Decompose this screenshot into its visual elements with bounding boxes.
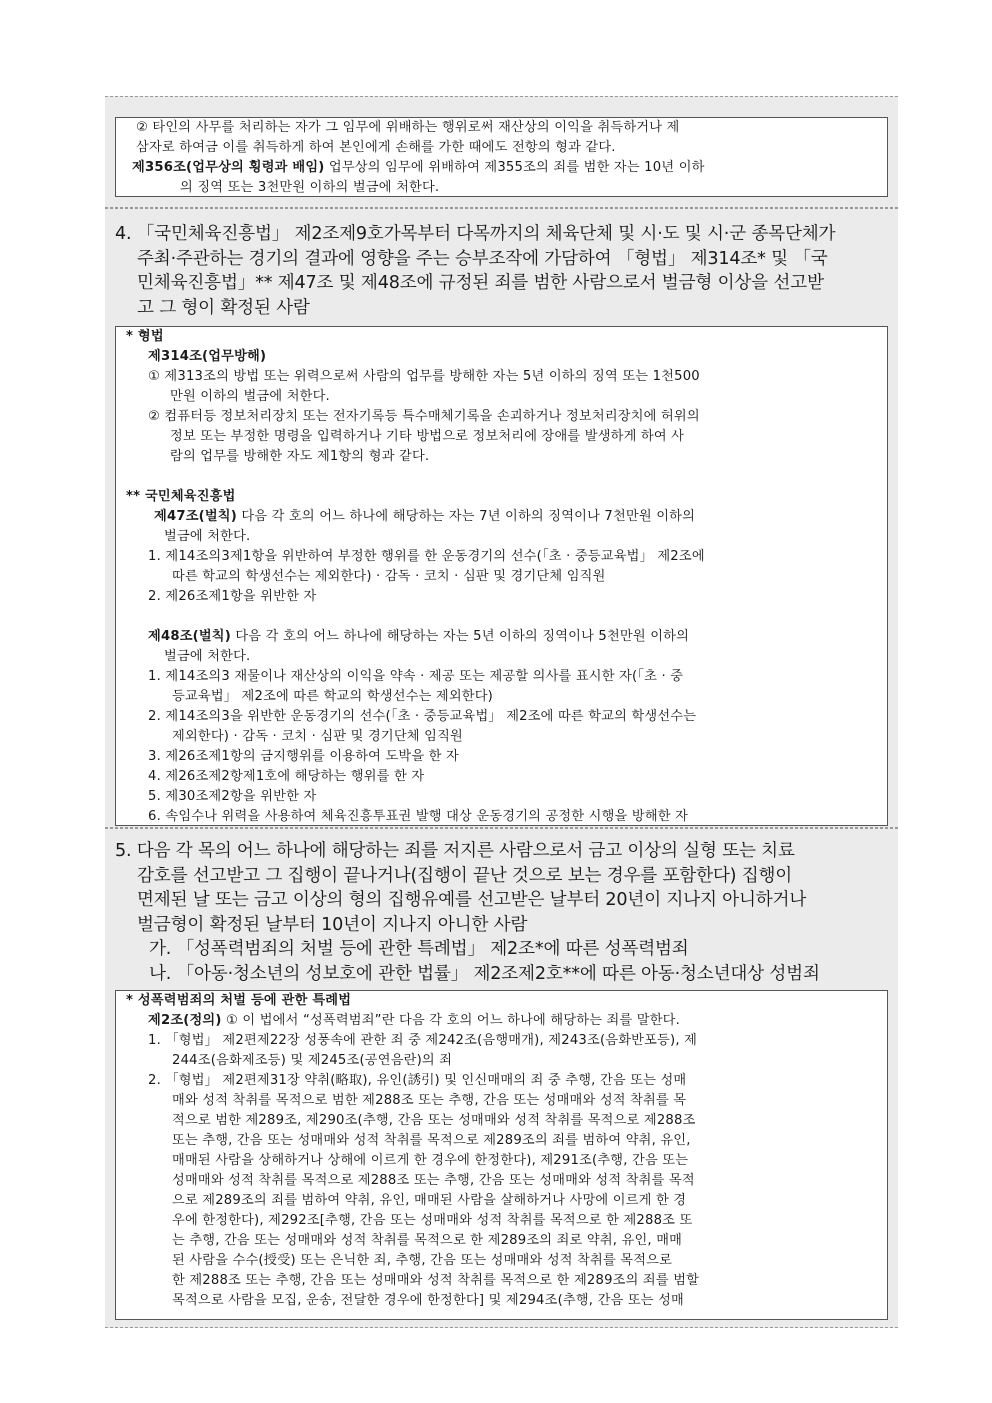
article-2-text: ① 이 법에서 “성폭력범죄”란 다음 각 호의 어느 하나에 해당하는 죄를 말한다. — [221, 1013, 681, 1028]
excerpt-line: 벌금에 처한다. — [164, 529, 251, 544]
item-line: 5. 다음 각 목의 어느 하나에 해당하는 죄를 저지른 사람으로서 금고 이상의 실형 또는 치료 — [115, 841, 795, 861]
excerpt-line: 목적으로 사람을 모집, 운송, 전달한 경우에 한정한다] 및 제294조(추행, 간음 또는 성매 — [172, 1293, 684, 1308]
excerpt-line: 또는 추행, 간음 또는 성매매와 성적 착취를 목적으로 제289조의 죄를 범하여 약취, 유인, — [172, 1133, 691, 1148]
excerpt-line: 적으로 범한 제289조, 제290조(추행, 간음 또는 성매매와 성적 착취를 목적으로 제288조 — [172, 1113, 696, 1128]
article-48-text: 다음 각 호의 어느 하나에 해당하는 자는 5년 이하의 징역이나 5천만원 이하의 — [230, 629, 690, 644]
heading-criminal-act: * 형법 — [126, 329, 164, 344]
excerpt-line: 정보 또는 부정한 명령을 입력하거나 기타 방법으로 정보처리에 장애를 발생하게 하여 사 — [170, 429, 685, 444]
section-item-5 — [105, 828, 898, 1328]
document-page — [105, 96, 898, 1328]
article-48-title: 제48조(벌칙) — [148, 629, 231, 644]
excerpt-line: 2. 제26조제1항을 위반한 자 — [148, 589, 317, 604]
excerpt-line: 된 사람을 수수(授受) 또는 은닉한 죄, 추행, 간음 또는 성매매와 성적 착취를 목적으로 — [172, 1253, 673, 1268]
article-314-title: 제314조(업무방해) — [148, 349, 267, 364]
excerpt-line: ① 제313조의 방법 또는 위력으로써 사람의 업무를 방해한 자는 5년 이하의 징역 또는 1천500 — [148, 369, 700, 384]
law-excerpt-box-item-5 — [115, 990, 888, 1320]
item-line: 4. 「국민체육진흥법」 제2조제9호가목부터 다목까지의 체육단체 및 시·도 및 시·군 종목단체가 — [115, 224, 836, 244]
law-excerpt-box-top — [115, 117, 888, 197]
excerpt-line: 6. 속임수나 위력을 사용하여 체육진흥투표권 발행 대상 운동경기의 공정한 시행을 방해한 자 — [148, 809, 689, 824]
article-48 — [126, 627, 877, 647]
excerpt-line: 4. 제26조제2항제1호에 해당하는 행위를 한 자 — [148, 769, 425, 784]
article-47-title: 제47조(벌칙) — [154, 509, 237, 524]
spacer — [126, 607, 877, 627]
excerpt-line: 1. 제14조의3제1항을 위반하여 부정한 행위를 한 운동경기의 선수(「초 · 중등교육법」 제2조에 — [148, 549, 705, 564]
excerpt-line: 만원 이하의 벌금에 처한다. — [170, 389, 330, 404]
excerpt-line: 삼자로 하여금 이를 취득하게 하여 본인에게 손해를 가한 때에도 전항의 형과 같다. — [136, 140, 616, 155]
article-356-title: 제356조(업무상의 횡령과 배임) — [132, 160, 325, 175]
excerpt-line: 등교육법」 제2조에 따른 학교의 학생선수는 제외한다) — [172, 689, 494, 704]
excerpt-line: 제외한다) · 감독 · 코치 · 심판 및 경기단체 임직원 — [172, 729, 463, 744]
article-356-text: 업무상의 임무에 위배하여 제355조의 죄를 범한 자는 10년 이하 — [324, 160, 705, 175]
excerpt-line: 매매된 사람을 상해하거나 상해에 이르게 한 경우에 한정한다), 제291조(추행, 간음 또는 — [172, 1153, 689, 1168]
excerpt-line: 5. 제30조제2항을 위반한 자 — [148, 789, 317, 804]
sub-item-na: 나. 「아동·청소년의 성보호에 관한 법률」 제2조제2호**에 따른 아동·청소년대상 성범죄 — [149, 963, 820, 984]
item-line: 고 그 형이 확정된 사람 — [137, 297, 310, 318]
spacer — [126, 467, 877, 487]
item-line: 감호를 선고받고 그 집행이 끝나거나(집행이 끝난 것으로 보는 경우를 포함한다) 집행이 — [137, 865, 793, 886]
excerpt-line: 한 제288조 또는 추행, 간음 또는 성매매와 성적 착취를 목적으로 한 제289조의 죄를 범할 — [172, 1273, 700, 1288]
excerpt-line: 2. 「형법」 제2편제31장 약취(略取), 유인(誘引) 및 인신매매의 죄 중 추행, 간음 또는 성매 — [148, 1073, 687, 1088]
item-5-text — [115, 839, 888, 986]
sub-item-ga: 가. 「성폭력범죄의 처벌 등에 관한 특례법」 제2조*에 따른 성폭력범죄 — [149, 939, 689, 959]
excerpt-line: 람의 업무를 방해한 자도 제1항의 형과 같다. — [170, 449, 430, 464]
article-47 — [126, 507, 877, 527]
excerpt-line: 벌금에 처한다. — [164, 649, 251, 664]
excerpt-line: 성매매와 성적 착취를 목적으로 제288조 또는 추행, 간음 또는 성매매와 성적 착취를 목적 — [172, 1173, 695, 1188]
excerpt-line: 우에 한정한다), 제292조[추행, 간음 또는 성매매와 성적 착취를 목적으로 한 제288조 또 — [172, 1213, 693, 1228]
item-line: 민체육진흥법」** 제47조 및 제48조에 규정된 죄를 범한 사람으로서 벌금형 이상을 선고받 — [137, 273, 824, 293]
excerpt-line: 는 추행, 간음 또는 성매매와 성적 착취를 목적으로 한 제289조의 죄로 약취, 유인, 매매 — [172, 1233, 683, 1248]
excerpt-line: ② 컴퓨터등 정보처리장치 또는 전자기록등 특수매체기록을 손괴하거나 정보처리장치에 허위의 — [148, 409, 700, 424]
item-line: 면제된 날 또는 금고 이상의 형의 집행유예를 선고받은 날부터 20년이 지나지 아니하거나 — [137, 890, 807, 910]
section-article-355-356 — [105, 96, 898, 208]
excerpt-line: 1. 「형법」 제2편제22장 성풍속에 관한 죄 중 제242조(음행매개), 제243조(음화반포등), 제 — [148, 1033, 698, 1048]
article-47-text: 다음 각 호의 어느 하나에 해당하는 자는 7년 이하의 징역이나 7천만원 이하의 — [236, 509, 696, 524]
heading-sexual-violence-act: * 성폭력범죄의 처벌 등에 관한 특례법 — [126, 993, 352, 1008]
excerpt-line: 2. 제14조의3을 위반한 운동경기의 선수(「초 · 중등교육법」 제2조에 따른 학교의 학생선수는 — [148, 709, 697, 724]
item-line: 주최·주관하는 경기의 결과에 영향을 주는 승부조작에 가담하여 「형법」 제314조* 및 「국 — [137, 248, 828, 269]
excerpt-line: 244조(음화제조등) 및 제245조(공연음란)의 죄 — [172, 1053, 453, 1068]
law-excerpt-box-item-4 — [115, 326, 888, 826]
item-4-text — [115, 222, 888, 320]
article-2 — [126, 1011, 877, 1031]
excerpt-line: 으로 제289조의 죄를 범하여 약취, 유인, 매매된 사람을 살해하거나 사망에 이르게 한 경 — [172, 1193, 687, 1208]
excerpt-line: 따른 학교의 학생선수는 제외한다) · 감독 · 코치 · 심판 및 경기단체 임직원 — [172, 569, 606, 584]
heading-sports-act: ** 국민체육진흥법 — [126, 489, 236, 504]
excerpt-line: 3. 제26조제1항의 금지행위를 이용하여 도박을 한 자 — [148, 749, 459, 764]
excerpt-line: 의 징역 또는 3천만원 이하의 벌금에 처한다. — [180, 180, 440, 195]
excerpt-line: 1. 제14조의3 재물이나 재산상의 이익을 약속 · 제공 또는 제공할 의사를 표시한 자(「초 · 중 — [148, 669, 684, 684]
item-line: 벌금형이 확정된 날부터 10년이 지나지 아니한 사람 — [137, 914, 528, 935]
excerpt-line: 매와 성적 착취를 목적으로 범한 제288조 또는 추행, 간음 또는 성매매와 성적 착취를 목 — [172, 1093, 687, 1108]
section-item-4 — [105, 208, 898, 828]
article-356 — [132, 158, 877, 178]
article-2-title: 제2조(정의) — [148, 1013, 222, 1028]
excerpt-line: ② 타인의 사무를 처리하는 자가 그 임무에 위배하는 행위로써 재산상의 이익을 취득하거나 제 — [136, 120, 680, 135]
